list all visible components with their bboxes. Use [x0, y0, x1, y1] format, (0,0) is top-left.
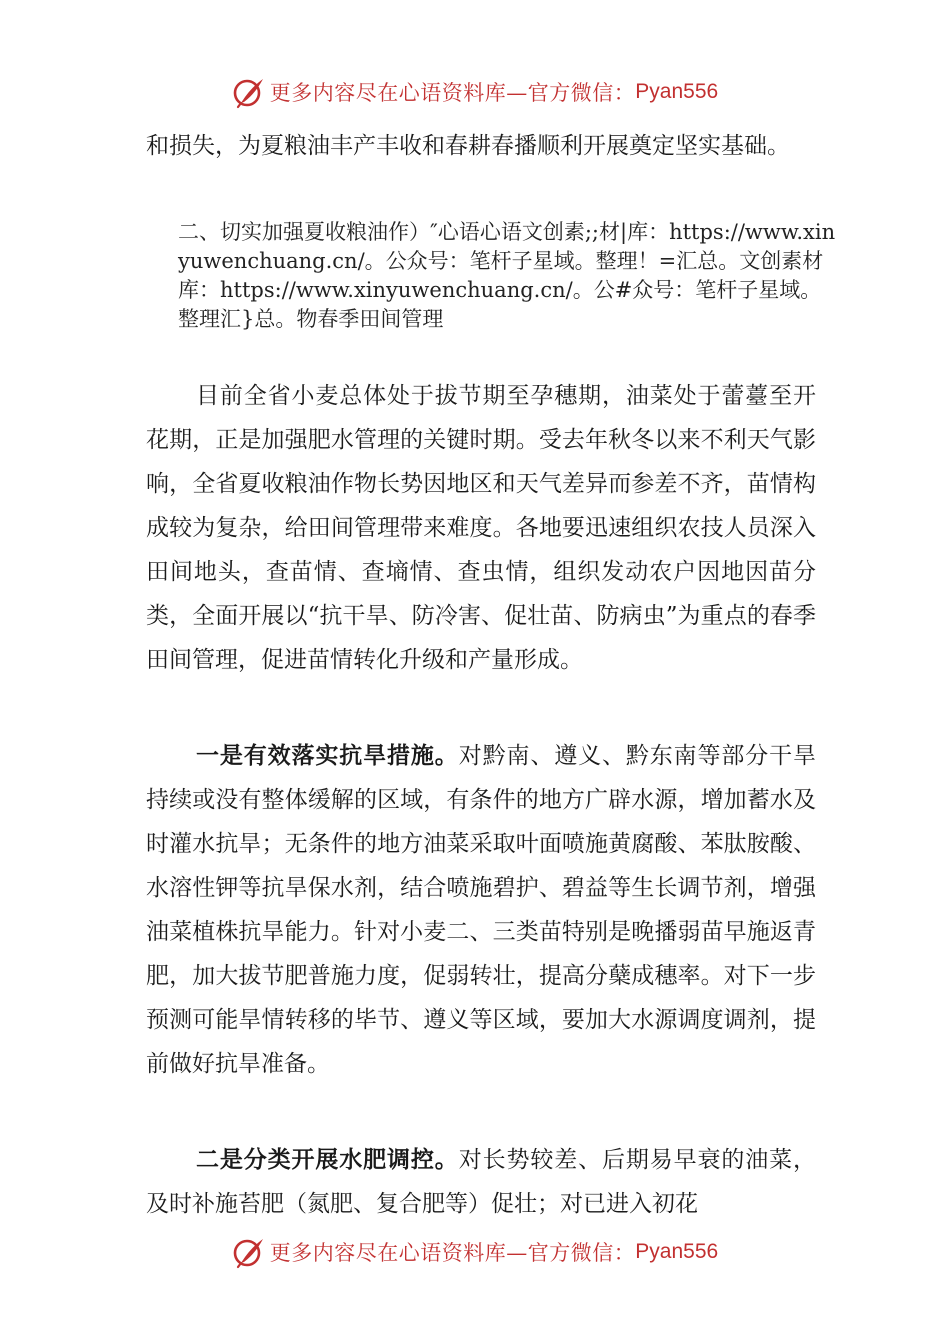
paragraph-body-drought: 对黔南、遵义、黔东南等部分干旱持续或没有整体缓解的区域，有条件的地方广辟水源，增加蓄水及时灌水抗旱；无条件的地方油菜采取叶面喷施黄腐酸、苯肽胺酸、水溶性钾等抗旱保水剂，结合喷施碧护、碧益等生长调节剂，增强油菜植株抗旱能力。针对小麦二、三类苗特别是晚播弱苗早施返青肥，加大拔节肥普施力度，促弱转壮，提高分蘖成穗率。对下一步预测可能旱情转移的毕节、遵义等区域，要加大水源调度调剂，提前做好抗旱准备。 — [146, 743, 817, 1077]
header-banner — [0, 72, 950, 112]
feather-quill-icon — [232, 1235, 266, 1269]
paragraph-overview: 目前全省小麦总体处于拔节期至孕穗期，油菜处于蕾薹至开花期，正是加强肥水管理的关键时期。受去年秋冬以来不利天气影响，全省夏收粮油作物长势因地区和天气差异而参差不齐，苗情构成较为复杂，给田间管理带来难度。各地要迅速组织农技人员深入田间地头，查苗情、查墒情、查虫情，组织发动农户因地因苗分类，全面开展以“抗干旱、防冷害、促壮苗、防病虫”为重点的春季田间管理，促进苗情转化升级和产量形成。 — [146, 383, 816, 673]
banner-text: 更多内容尽在心语资料库—官方微信： — [269, 81, 636, 105]
paragraph-water-fertilizer — [146, 1138, 816, 1226]
banner-wechat-id: Pyan556 — [635, 1240, 719, 1263]
section-heading-watermarked: 二、切实加强夏收粮油作）″心语心语文创素;;材|库：https://www.xinyuwenchuang.cn/。公众号：笔杆子星域。整理！=汇总。文创素材库：https://www.xinyuwenchuang.cn/。公#众号：笔杆子星域。整理汇}总。物春季田间管理 — [178, 220, 836, 331]
banner-wechat-id: Pyan556 — [635, 80, 719, 103]
paragraph-continuation: 和损失，为夏粮油丰产丰收和春耕春播顺利开展奠定坚实基础。 — [146, 133, 790, 159]
banner-text: 更多内容尽在心语资料库—官方微信： — [269, 1241, 636, 1265]
feather-quill-icon — [232, 75, 266, 109]
paragraph-lead-fertilizer: 二是分类开展水肥调控。 — [196, 1147, 459, 1173]
footer-banner — [0, 1232, 950, 1272]
paragraph-drought-measures — [146, 734, 816, 1086]
paragraph-body-fertilizer: 对长势较差、后期易早衰的油菜，及时补施苔肥（氮肥、复合肥等）促壮；对已进入初花 — [146, 1147, 817, 1217]
paragraph-lead-drought: 一是有效落实抗旱措施。 — [196, 743, 459, 769]
